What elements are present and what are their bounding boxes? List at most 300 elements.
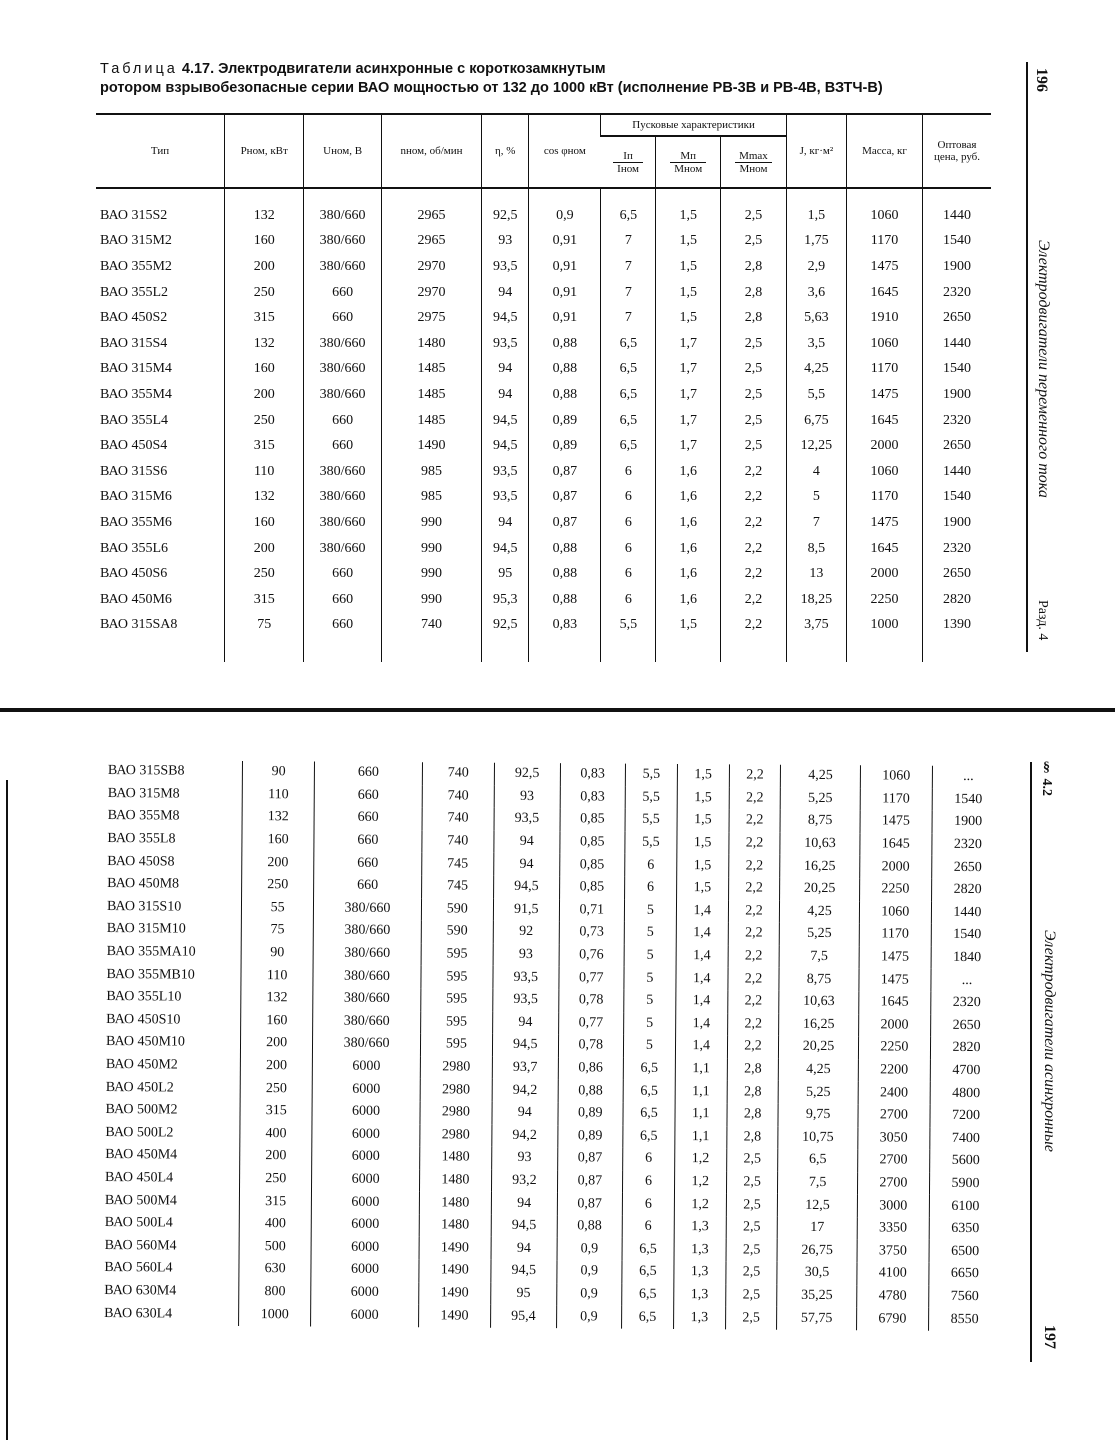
value-cell: 5 — [624, 967, 676, 990]
value-cell: 1490 — [381, 433, 481, 459]
value-cell: 1490 — [419, 1259, 491, 1282]
value-cell: 0,88 — [529, 382, 601, 408]
value-cell: 132 — [225, 188, 304, 229]
motor-type-cell: ВАО 315М8 — [107, 785, 180, 802]
value-cell: 93 — [492, 1147, 558, 1170]
value-cell: 1540 — [931, 924, 1003, 947]
value-cell: 94 — [482, 357, 529, 383]
value-cell: 6 — [601, 561, 656, 587]
value-cell: 2975 — [381, 305, 481, 331]
value-cell: 745 — [421, 853, 493, 876]
value-cell: 6000 — [312, 1168, 419, 1191]
running-head: Электродвигатели переменного тока — [1035, 240, 1052, 498]
value-cell: 1,6 — [656, 485, 721, 511]
value-cell: 0,89 — [529, 433, 601, 459]
top-table-row — [96, 613, 991, 663]
value-cell: 2,8 — [726, 1126, 778, 1149]
value-cell: 1900 — [923, 382, 992, 408]
value-cell: 0,83 — [560, 763, 626, 786]
value-cell: 0,85 — [559, 854, 625, 877]
value-cell: 7 — [786, 510, 846, 536]
value-cell: 0,9 — [556, 1283, 622, 1306]
value-cell: 6,5 — [622, 1306, 674, 1329]
value-cell: 1900 — [923, 254, 992, 280]
value-cell: 250 — [239, 1168, 311, 1191]
motor-type-cell: ВАО 560М4 — [104, 1237, 177, 1254]
value-cell: 1485 — [381, 357, 481, 383]
value-cell: 20,25 — [779, 1036, 858, 1059]
value-cell: 0,91 — [529, 280, 601, 306]
value-cell: 1390 — [923, 613, 992, 663]
value-cell: 132 — [225, 485, 304, 511]
motor-type-cell: ВАО 450М8 — [107, 876, 180, 892]
value-cell: 10,75 — [778, 1126, 857, 1149]
value-cell: 2650 — [923, 561, 992, 587]
value-cell: 1170 — [846, 229, 922, 255]
value-cell: 0,71 — [559, 899, 625, 922]
value-cell: 6,5 — [622, 1261, 674, 1284]
value-cell: 18,25 — [786, 587, 846, 613]
motor-type-cell: ВАО 315SB8 — [107, 763, 185, 779]
value-cell: 6,5 — [778, 1149, 857, 1172]
value-cell: 6,5 — [601, 331, 656, 357]
value-cell: 660 — [314, 852, 421, 875]
value-cell: 6 — [625, 854, 677, 877]
value-cell: 0,85 — [559, 831, 625, 854]
value-cell: 2,2 — [721, 561, 787, 587]
value-cell: 1170 — [860, 788, 932, 811]
value-cell: 160 — [225, 510, 304, 536]
value-cell: 2820 — [932, 879, 1004, 902]
value-cell: 380/660 — [304, 510, 381, 536]
value-cell: 380/660 — [304, 229, 381, 255]
value-cell: 1480 — [419, 1214, 491, 1237]
value-cell: 1,3 — [674, 1216, 726, 1239]
value-cell: 1475 — [859, 969, 931, 992]
value-cell: 740 — [422, 785, 494, 808]
value-cell: 660 — [304, 408, 381, 434]
value-cell: 94 — [482, 382, 529, 408]
value-cell: 315 — [225, 305, 304, 331]
motor-type-cell: ВАО 450М10 — [105, 1034, 186, 1050]
value-cell: 90 — [242, 761, 314, 784]
value-cell: 0,76 — [559, 944, 625, 967]
caption-title: 4.17. Электродвигатели асинхронные с короткозамкнутым — [177, 61, 606, 77]
value-cell: 380/660 — [314, 920, 421, 943]
value-cell: 2,2 — [727, 1035, 779, 1058]
value-cell: 16,25 — [780, 855, 859, 878]
motor-type-cell: ВАО 315М6 — [100, 489, 172, 505]
value-cell: 1480 — [419, 1146, 491, 1169]
value-cell: 2,2 — [728, 968, 780, 991]
value-cell: 8,75 — [780, 810, 859, 833]
value-cell: 985 — [381, 485, 481, 511]
value-cell: 1485 — [381, 408, 481, 434]
value-cell: 740 — [422, 762, 494, 785]
value-cell: 0,83 — [560, 786, 626, 809]
value-cell: 1,6 — [656, 561, 721, 587]
value-cell: 500 — [239, 1235, 311, 1258]
motor-type-cell: ВАО 355МА10 — [106, 944, 196, 960]
value-cell: 990 — [381, 561, 481, 587]
value-cell: 1,1 — [675, 1125, 727, 1148]
value-cell: 2250 — [859, 878, 931, 901]
header-mass: Масса, кг — [846, 114, 922, 188]
value-cell: 7,5 — [780, 945, 859, 968]
motor-type-cell: ВАО 355L8 — [107, 831, 176, 847]
value-cell: 5 — [624, 1012, 676, 1035]
value-cell: 1475 — [846, 254, 922, 280]
value-cell: 1540 — [923, 485, 992, 511]
value-cell: 7 — [601, 229, 656, 255]
value-cell: 2650 — [931, 1014, 1003, 1037]
value-cell: 380/660 — [304, 331, 381, 357]
value-cell: 92,5 — [482, 188, 529, 229]
value-cell: 595 — [421, 943, 493, 966]
value-cell: 2980 — [420, 1056, 492, 1079]
motor-type-cell: ВАО 355L6 — [100, 540, 169, 556]
value-cell: 6,5 — [623, 1080, 675, 1103]
value-cell: 2,5 — [725, 1307, 777, 1330]
value-cell: 93,2 — [492, 1169, 558, 1192]
value-cell: 2650 — [923, 433, 992, 459]
value-cell: 0,83 — [529, 613, 601, 663]
value-cell: 1645 — [858, 991, 930, 1014]
value-cell: 590 — [421, 920, 493, 943]
value-cell: 0,87 — [557, 1192, 623, 1215]
mp-numerator: Mп — [670, 150, 706, 163]
caption-subtitle: ротором взрывобезопасные серии ВАО мощностью от 132 до 1000 кВт (исполнение РВ-3В и РВ-4В, ВЗТЧ-В) — [100, 80, 883, 96]
value-cell: 1060 — [859, 901, 931, 924]
value-cell: 250 — [225, 561, 304, 587]
value-cell: 0,85 — [560, 808, 626, 831]
value-cell: 1170 — [859, 923, 931, 946]
value-cell: 315 — [225, 587, 304, 613]
header-price: Оптовая цена, руб. — [923, 114, 992, 188]
mmax-numerator: Mmax — [735, 150, 772, 163]
value-cell: 1,3 — [674, 1284, 726, 1307]
value-cell: 2820 — [923, 587, 992, 613]
value-cell: 5,5 — [786, 382, 846, 408]
value-cell: 400 — [239, 1213, 311, 1236]
value-cell: 1,5 — [656, 280, 721, 306]
value-cell: 1485 — [381, 382, 481, 408]
top-table-row — [96, 408, 991, 434]
value-cell: 6 — [625, 877, 677, 900]
value-cell: 0,88 — [557, 1215, 623, 1238]
value-cell: 2650 — [932, 856, 1004, 879]
value-cell: 200 — [225, 536, 304, 562]
value-cell: 380/660 — [304, 254, 381, 280]
value-cell: 1,1 — [675, 1103, 727, 1126]
value-cell: 6,5 — [622, 1238, 674, 1261]
value-cell: 315 — [239, 1190, 311, 1213]
motor-type-cell: ВАО 315S10 — [106, 898, 182, 915]
value-cell: 250 — [242, 874, 314, 897]
value-cell: 5 — [624, 990, 676, 1013]
value-cell: 132 — [241, 987, 313, 1010]
value-cell: 94,2 — [492, 1079, 558, 1102]
value-cell: 0,9 — [557, 1238, 623, 1261]
value-cell: 1,3 — [674, 1238, 726, 1261]
value-cell: 1,5 — [677, 832, 729, 855]
value-cell: 3000 — [857, 1195, 929, 1218]
value-cell: 94,5 — [491, 1260, 557, 1283]
value-cell: 4 — [786, 459, 846, 485]
value-cell: 200 — [240, 1032, 312, 1055]
value-cell: 1,5 — [676, 877, 728, 900]
value-cell: 93,5 — [493, 989, 559, 1012]
value-cell: 1,7 — [656, 408, 721, 434]
motor-type-cell: ВАО 355М6 — [100, 514, 172, 530]
value-cell: 1,4 — [675, 1013, 727, 1036]
value-cell: 94,5 — [482, 536, 529, 562]
value-cell: 3,75 — [786, 613, 846, 663]
value-cell: 380/660 — [304, 357, 381, 383]
value-cell: 2700 — [857, 1149, 929, 1172]
value-cell: 4780 — [856, 1285, 928, 1308]
top-table-row — [96, 280, 991, 306]
value-cell: 990 — [381, 587, 481, 613]
value-cell: 6,75 — [786, 408, 846, 434]
value-cell: 2,8 — [727, 1058, 779, 1081]
value-cell: 5,25 — [779, 1081, 858, 1104]
header-mp-ratio — [656, 136, 721, 188]
value-cell: 110 — [241, 964, 313, 987]
value-cell: 740 — [381, 613, 481, 663]
value-cell: 1540 — [923, 357, 992, 383]
value-cell: 1,5 — [677, 787, 729, 810]
motor-type-cell: ВАО 355L2 — [100, 284, 169, 300]
value-cell: 1,3 — [674, 1261, 726, 1284]
value-cell: 6000 — [313, 1055, 420, 1078]
value-cell: 94 — [482, 510, 529, 536]
value-cell: 380/660 — [314, 897, 421, 920]
value-cell: 380/660 — [304, 485, 381, 511]
value-cell: 1910 — [846, 305, 922, 331]
value-cell: 0,91 — [529, 305, 601, 331]
value-cell: 6,5 — [601, 188, 656, 229]
top-table-row — [96, 561, 991, 587]
value-cell: 7400 — [930, 1127, 1002, 1150]
value-cell: 1900 — [932, 811, 1004, 834]
value-cell: 200 — [242, 851, 314, 874]
value-cell: 7 — [601, 305, 656, 331]
header-power: Pном, кВт — [225, 114, 304, 188]
value-cell: 94,2 — [492, 1124, 558, 1147]
value-cell: 5 — [623, 1035, 675, 1058]
motor-type-cell: ВАО 560L4 — [104, 1260, 173, 1276]
value-cell: 2,2 — [729, 764, 781, 787]
motor-type-cell: ВАО 315S4 — [100, 335, 168, 351]
value-cell: 2000 — [858, 1014, 930, 1037]
value-cell: 1645 — [846, 536, 922, 562]
value-cell: 8,5 — [786, 536, 846, 562]
value-cell: 1,6 — [656, 587, 721, 613]
value-cell: 94,5 — [482, 305, 529, 331]
value-cell: 94 — [491, 1237, 557, 1260]
top-table-row — [96, 587, 991, 613]
value-cell: 3,6 — [786, 280, 846, 306]
value-cell: 1480 — [381, 331, 481, 357]
value-cell: 2,2 — [727, 1013, 779, 1036]
value-cell: 0,77 — [558, 967, 624, 990]
top-table-row — [96, 510, 991, 536]
value-cell: 91,5 — [493, 898, 559, 921]
caption-lead: Таблица — [100, 61, 178, 77]
motor-type-cell: ВАО 450L4 — [105, 1170, 174, 1186]
motor-type-cell: ВАО 355L4 — [100, 412, 169, 428]
value-cell: 1,4 — [676, 900, 728, 923]
value-cell: 1,5 — [677, 764, 729, 787]
value-cell: 1440 — [931, 901, 1003, 924]
value-cell: 75 — [241, 919, 313, 942]
value-cell: 590 — [421, 898, 493, 921]
value-cell: 2980 — [420, 1079, 492, 1102]
motor-type-cell: ВАО 450М6 — [100, 591, 172, 607]
value-cell: 0,86 — [558, 1057, 624, 1080]
value-cell: 57,75 — [777, 1307, 856, 1330]
value-cell: 1475 — [846, 382, 922, 408]
motor-table-bottom — [100, 760, 1004, 1331]
value-cell: 1,4 — [676, 945, 728, 968]
value-cell: 0,88 — [529, 561, 601, 587]
value-cell: 0,73 — [559, 921, 625, 944]
value-cell: 1,4 — [675, 1035, 727, 1058]
top-table-row — [96, 305, 991, 331]
value-cell: 1540 — [923, 229, 992, 255]
value-cell: 2,2 — [728, 877, 780, 900]
value-cell: 380/660 — [313, 1010, 420, 1033]
value-cell: 94,5 — [482, 408, 529, 434]
value-cell: 0,91 — [529, 229, 601, 255]
value-cell: 6 — [601, 510, 656, 536]
value-cell: 5900 — [929, 1172, 1001, 1195]
value-cell: 740 — [422, 830, 494, 853]
value-cell: ... — [931, 969, 1003, 992]
value-cell: 2200 — [858, 1059, 930, 1082]
top-table-row — [96, 331, 991, 357]
value-cell: 6790 — [856, 1308, 928, 1331]
value-cell: 250 — [225, 408, 304, 434]
value-cell: 660 — [304, 305, 381, 331]
header-ip-ratio — [601, 136, 656, 188]
motor-type-cell: ВАО 500L2 — [105, 1124, 174, 1141]
value-cell: 92 — [493, 921, 559, 944]
value-cell: 6 — [622, 1193, 674, 1216]
value-cell: 0,87 — [557, 1170, 623, 1193]
value-cell: 35,25 — [777, 1284, 856, 1307]
value-cell: 0,88 — [529, 536, 601, 562]
value-cell: 0,78 — [558, 989, 624, 1012]
value-cell: 1000 — [239, 1303, 311, 1326]
value-cell: 7 — [601, 280, 656, 306]
value-cell: 0,89 — [557, 1102, 623, 1125]
value-cell: 6 — [623, 1148, 675, 1171]
value-cell: 2000 — [846, 433, 922, 459]
value-cell: 4100 — [857, 1262, 929, 1285]
value-cell: 9,75 — [778, 1104, 857, 1127]
value-cell: 380/660 — [313, 1033, 420, 1056]
value-cell: 5,5 — [625, 809, 677, 832]
motor-type-cell: ВАО 355М8 — [107, 808, 180, 825]
value-cell: 595 — [420, 988, 492, 1011]
value-cell: 1490 — [418, 1304, 490, 1327]
value-cell: 2980 — [420, 1101, 492, 1124]
value-cell: 2,2 — [729, 787, 781, 810]
value-cell: 380/660 — [304, 536, 381, 562]
value-cell: 0,91 — [529, 254, 601, 280]
value-cell: 0,88 — [529, 357, 601, 383]
value-cell: 1060 — [846, 331, 922, 357]
value-cell: 1490 — [419, 1237, 491, 1260]
value-cell: 4,25 — [779, 1058, 858, 1081]
value-cell: 0,85 — [559, 876, 625, 899]
value-cell: 8550 — [929, 1308, 1001, 1331]
value-cell: 660 — [304, 561, 381, 587]
value-cell: 0,87 — [557, 1147, 623, 1170]
value-cell: 2,2 — [729, 810, 781, 833]
page-number-bottom: 197 — [1041, 1325, 1058, 1349]
value-cell: 0,87 — [529, 510, 601, 536]
value-cell: 2,8 — [721, 305, 787, 331]
motor-type-cell: ВАО 450S6 — [100, 566, 168, 582]
value-cell: 1,3 — [673, 1306, 725, 1329]
value-cell: 93,7 — [492, 1056, 558, 1079]
value-cell: 2,5 — [721, 188, 787, 229]
value-cell: 13 — [786, 561, 846, 587]
value-cell: 5,25 — [780, 923, 859, 946]
value-cell: 1540 — [932, 788, 1004, 811]
value-cell: 6,5 — [623, 1103, 675, 1126]
value-cell: 1,5 — [656, 229, 721, 255]
value-cell: 0,78 — [558, 1034, 624, 1057]
value-cell: 660 — [314, 807, 421, 830]
value-cell: 2700 — [858, 1104, 930, 1127]
table-caption — [100, 60, 1000, 98]
motor-type-cell: ВАО 355МВ10 — [106, 966, 195, 983]
value-cell: 0,88 — [529, 587, 601, 613]
value-cell: 2,9 — [786, 254, 846, 280]
value-cell: 6,5 — [623, 1125, 675, 1148]
top-table-row — [96, 485, 991, 511]
value-cell: 6000 — [311, 1259, 418, 1282]
value-cell: 95 — [491, 1282, 557, 1305]
value-cell: 93,5 — [482, 485, 529, 511]
value-cell: 380/660 — [304, 459, 381, 485]
value-cell: 380/660 — [304, 382, 381, 408]
value-cell: 3050 — [857, 1127, 929, 1150]
value-cell: 1,2 — [674, 1148, 726, 1171]
value-cell: 1480 — [419, 1191, 491, 1214]
value-cell: 595 — [421, 966, 493, 989]
value-cell: 6000 — [311, 1304, 418, 1327]
section-label-bottom: § 4.2 — [1039, 760, 1054, 796]
value-cell: 2820 — [930, 1037, 1002, 1060]
page-edge-rule-bottom — [1030, 762, 1032, 1362]
value-cell: 200 — [240, 1055, 312, 1078]
value-cell: 93,5 — [482, 254, 529, 280]
value-cell: 2,5 — [721, 382, 787, 408]
value-cell: 2400 — [858, 1082, 930, 1105]
value-cell: 1,1 — [675, 1058, 727, 1081]
value-cell: 2,5 — [726, 1194, 778, 1217]
value-cell: 6350 — [929, 1218, 1001, 1241]
value-cell: 93,5 — [482, 459, 529, 485]
value-cell: 2320 — [923, 536, 992, 562]
page-edge-rule — [1026, 62, 1028, 652]
value-cell: 7 — [601, 254, 656, 280]
